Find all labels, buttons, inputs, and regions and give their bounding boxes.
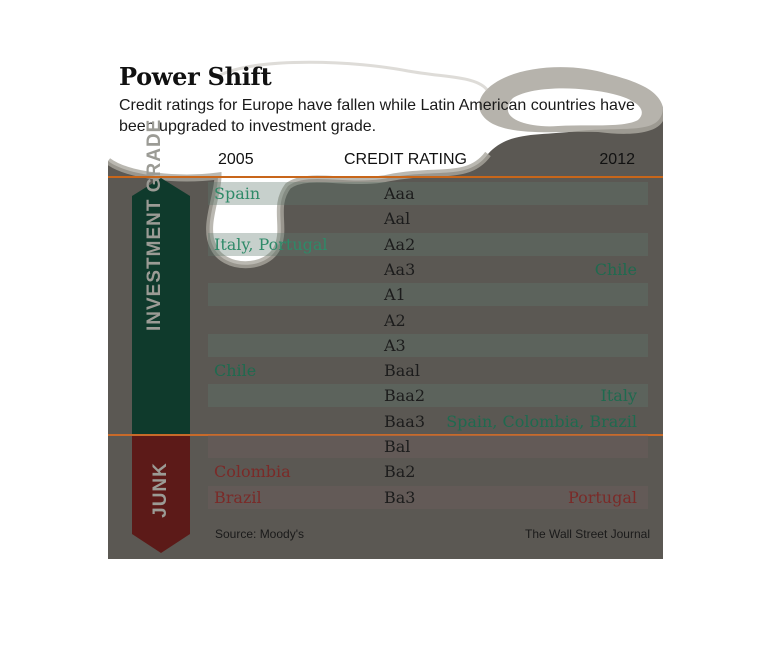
- rating-label: Baa2: [384, 386, 426, 406]
- junk-label: JUNK: [150, 462, 171, 518]
- country-2005: Brazil: [214, 487, 262, 507]
- country-2012: Italy: [600, 386, 637, 406]
- rating-label: Aal: [384, 209, 411, 229]
- rating-label: Bal: [384, 437, 411, 456]
- rating-label: Baa3: [384, 411, 426, 431]
- country-2012: Portugal: [567, 487, 637, 507]
- country-2012: Spain, Colombia, Brazil: [446, 411, 637, 431]
- rating-label: A3: [384, 335, 406, 355]
- rating-label: Baal: [384, 361, 420, 381]
- grade-arrows: [108, 36, 663, 559]
- rating-label: Aaa: [384, 184, 415, 203]
- country-2005: Spain: [214, 184, 261, 203]
- rating-label: Aa2: [384, 234, 416, 254]
- rating-label: A1: [384, 285, 406, 305]
- rating-label: A2: [384, 310, 406, 330]
- chart-subtitle: Credit ratings for Europe have fallen while Latin American countries have been upgraded to investment grade.: [119, 97, 635, 135]
- country-2005: Chile: [214, 361, 257, 381]
- investment-grade-label: [144, 231, 166, 331]
- country-2012: Chile: [594, 259, 637, 279]
- rating-label: Aa3: [384, 259, 416, 279]
- publisher-credit: The Wall Street Journal: [525, 527, 650, 541]
- rating-label: Ba2: [384, 462, 416, 482]
- chart-title: Power Shift: [119, 62, 272, 91]
- header-2005: 2005: [218, 151, 254, 168]
- rating-label: Ba3: [384, 487, 416, 507]
- header-credit-rating: CREDIT RATING: [344, 151, 467, 168]
- country-2005: Colombia: [214, 462, 291, 482]
- chart-panel: [108, 36, 663, 559]
- country-2005: Italy, Portugal: [214, 234, 328, 254]
- source-note: Source: Moody's: [215, 527, 304, 541]
- header-2012: 2012: [599, 151, 635, 168]
